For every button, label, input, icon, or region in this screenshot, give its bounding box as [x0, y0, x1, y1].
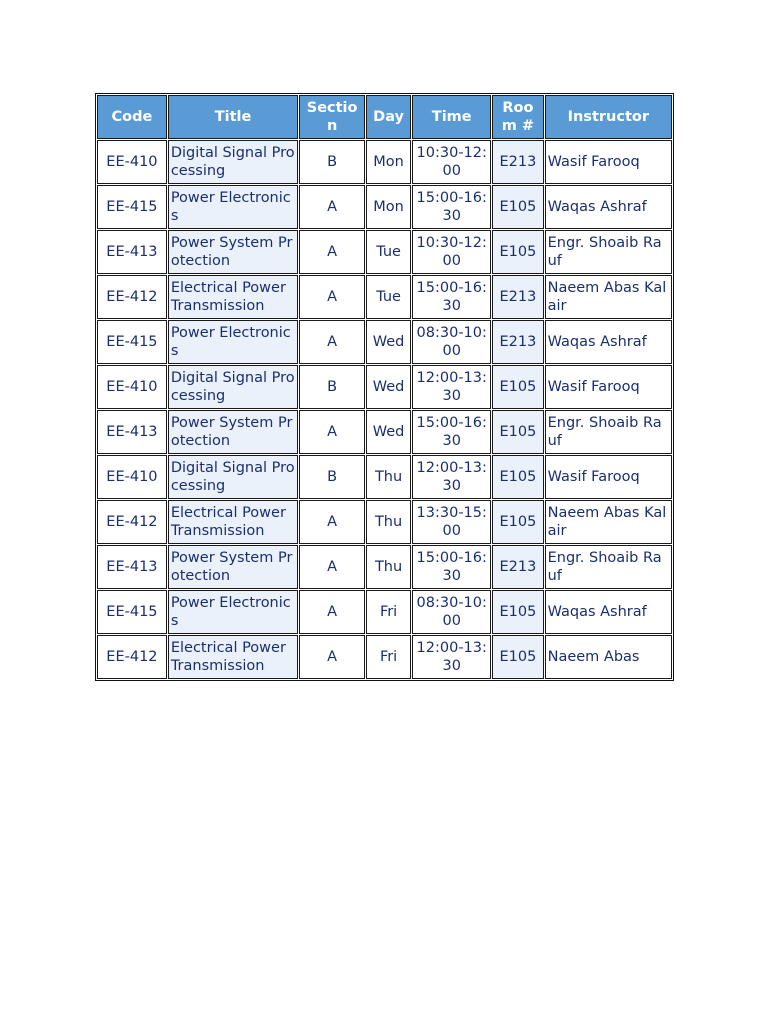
table-row — [97, 320, 672, 364]
cell-title: Power System Protection — [168, 230, 298, 274]
cell-code: EE-410 — [97, 365, 167, 409]
table-body — [97, 140, 672, 679]
header-room: Room # — [492, 95, 543, 139]
cell-code: EE-410 — [97, 140, 167, 184]
cell-section: A — [299, 230, 365, 274]
cell-time: 10:30-12:00 — [412, 140, 491, 184]
header-code: Code — [97, 95, 167, 139]
cell-day: Tue — [366, 275, 411, 319]
cell-code: EE-413 — [97, 545, 167, 589]
cell-day: Fri — [366, 590, 411, 634]
cell-section: B — [299, 455, 365, 499]
cell-instructor: Engr. Shoaib Rauf — [545, 410, 672, 454]
cell-title: Digital Signal Processing — [168, 365, 298, 409]
cell-section: A — [299, 545, 365, 589]
cell-code: EE-415 — [97, 590, 167, 634]
cell-room: E105 — [492, 635, 543, 679]
cell-title: Electrical Power Transmission — [168, 500, 298, 544]
table-row — [97, 230, 672, 274]
cell-time: 15:00-16:30 — [412, 545, 491, 589]
cell-day: Mon — [366, 140, 411, 184]
cell-title: Power Electronics — [168, 185, 298, 229]
cell-instructor: Naeem Abas — [545, 635, 672, 679]
header-time: Time — [412, 95, 491, 139]
cell-instructor: Waqas Ashraf — [545, 185, 672, 229]
cell-title: Digital Signal Processing — [168, 455, 298, 499]
table-row — [97, 410, 672, 454]
cell-title: Digital Signal Processing — [168, 140, 298, 184]
cell-section: A — [299, 320, 365, 364]
cell-instructor: Engr. Shoaib Rauf — [545, 230, 672, 274]
cell-room: E105 — [492, 230, 543, 274]
cell-room: E105 — [492, 455, 543, 499]
cell-code: EE-410 — [97, 455, 167, 499]
cell-title: Power Electronics — [168, 320, 298, 364]
cell-instructor: Engr. Shoaib Rauf — [545, 545, 672, 589]
cell-time: 08:30-10:00 — [412, 320, 491, 364]
cell-room: E105 — [492, 500, 543, 544]
cell-instructor: Waqas Ashraf — [545, 590, 672, 634]
table-row — [97, 140, 672, 184]
cell-time: 13:30-15:00 — [412, 500, 491, 544]
cell-section: B — [299, 365, 365, 409]
cell-day: Mon — [366, 185, 411, 229]
cell-room: E213 — [492, 320, 543, 364]
cell-section: A — [299, 410, 365, 454]
cell-section: A — [299, 185, 365, 229]
cell-instructor: Naeem Abas Kalair — [545, 500, 672, 544]
cell-time: 10:30-12:00 — [412, 230, 491, 274]
cell-time: 15:00-16:30 — [412, 185, 491, 229]
cell-instructor: Naeem Abas Kalair — [545, 275, 672, 319]
cell-time: 12:00-13:30 — [412, 365, 491, 409]
cell-room: E105 — [492, 410, 543, 454]
cell-title: Electrical Power Transmission — [168, 635, 298, 679]
cell-room: E105 — [492, 590, 543, 634]
cell-section: A — [299, 635, 365, 679]
cell-section: A — [299, 590, 365, 634]
cell-instructor: Waqas Ashraf — [545, 320, 672, 364]
cell-title: Power System Protection — [168, 545, 298, 589]
table-row — [97, 545, 672, 589]
table-row — [97, 275, 672, 319]
cell-room: E213 — [492, 140, 543, 184]
cell-time: 08:30-10:00 — [412, 590, 491, 634]
cell-code: EE-412 — [97, 635, 167, 679]
cell-time: 12:00-13:30 — [412, 455, 491, 499]
table-row — [97, 365, 672, 409]
cell-title: Power System Protection — [168, 410, 298, 454]
cell-day: Thu — [366, 545, 411, 589]
header-instructor: Instructor — [545, 95, 672, 139]
cell-title: Electrical Power Transmission — [168, 275, 298, 319]
timetable — [95, 93, 674, 681]
cell-day: Thu — [366, 455, 411, 499]
header-day: Day — [366, 95, 411, 139]
table-row — [97, 455, 672, 499]
header-section: Section — [299, 95, 365, 139]
cell-code: EE-413 — [97, 410, 167, 454]
cell-room: E213 — [492, 545, 543, 589]
cell-day: Fri — [366, 635, 411, 679]
cell-day: Tue — [366, 230, 411, 274]
cell-time: 15:00-16:30 — [412, 410, 491, 454]
table-row — [97, 185, 672, 229]
timetable-sheet — [95, 93, 674, 681]
cell-code: EE-412 — [97, 275, 167, 319]
table-row — [97, 635, 672, 679]
cell-code: EE-415 — [97, 320, 167, 364]
cell-time: 12:00-13:30 — [412, 635, 491, 679]
cell-section: B — [299, 140, 365, 184]
cell-section: A — [299, 275, 365, 319]
cell-code: EE-413 — [97, 230, 167, 274]
cell-code: EE-415 — [97, 185, 167, 229]
cell-code: EE-412 — [97, 500, 167, 544]
cell-instructor: Wasif Farooq — [545, 365, 672, 409]
cell-day: Thu — [366, 500, 411, 544]
cell-room: E213 — [492, 275, 543, 319]
cell-time: 15:00-16:30 — [412, 275, 491, 319]
header-title: Title — [168, 95, 298, 139]
cell-title: Power Electronics — [168, 590, 298, 634]
cell-room: E105 — [492, 365, 543, 409]
table-header-row — [97, 95, 672, 139]
table-row — [97, 500, 672, 544]
cell-instructor: Wasif Farooq — [545, 140, 672, 184]
cell-room: E105 — [492, 185, 543, 229]
table-row — [97, 590, 672, 634]
cell-instructor: Wasif Farooq — [545, 455, 672, 499]
cell-day: Wed — [366, 365, 411, 409]
cell-day: Wed — [366, 410, 411, 454]
cell-section: A — [299, 500, 365, 544]
cell-day: Wed — [366, 320, 411, 364]
